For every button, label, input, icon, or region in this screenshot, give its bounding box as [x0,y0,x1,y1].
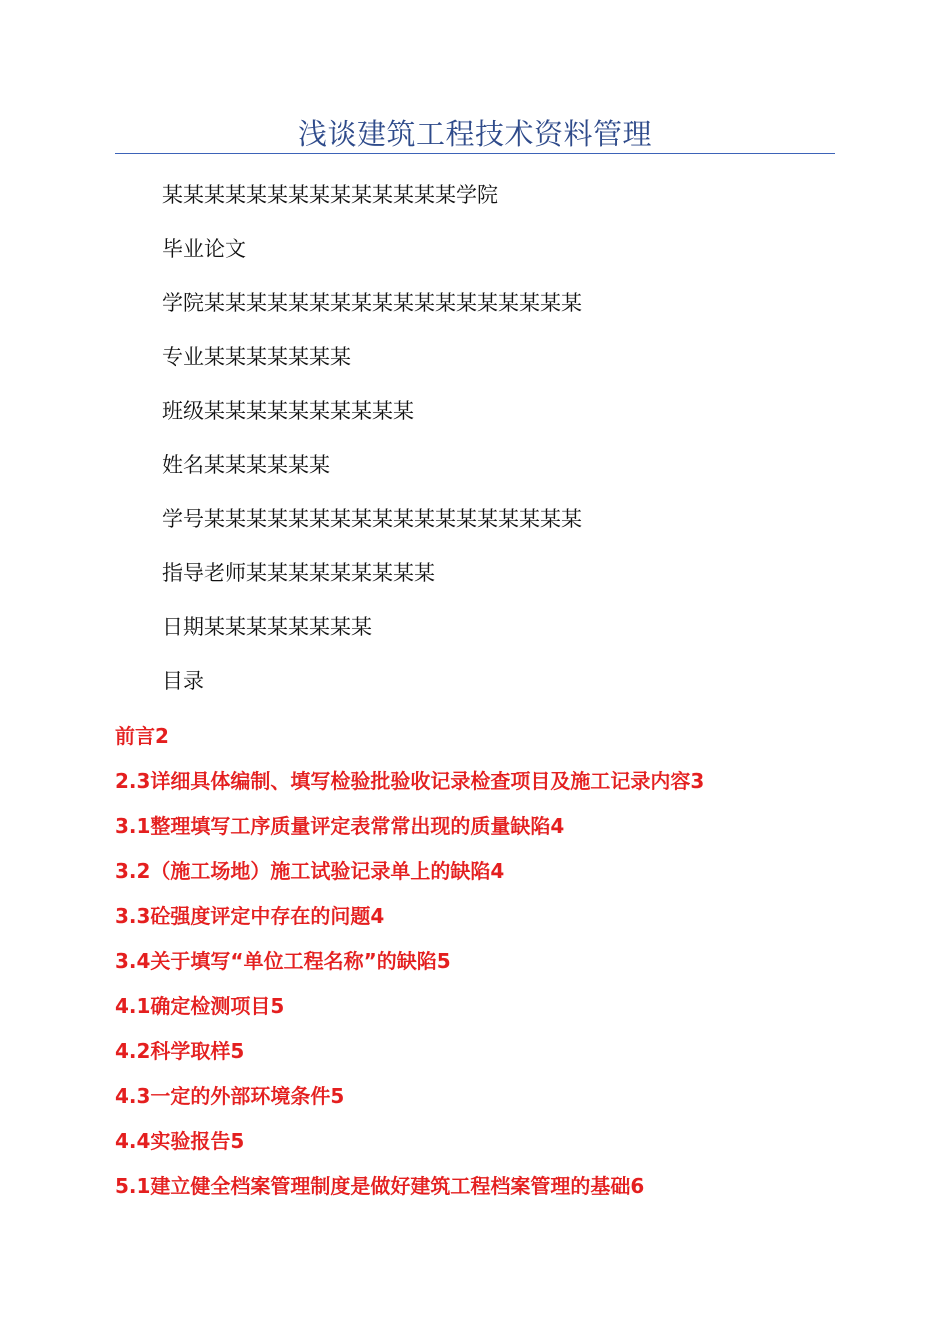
toc-entry[interactable]: 3.2（施工场地）施工试验记录单上的缺陷4 [115,859,505,883]
toc-heading: 目录 [162,669,204,693]
toc-entry[interactable]: 4.2科学取样5 [115,1039,245,1063]
cover-line-advisor: 指导老师某某某某某某某某某 [162,561,435,585]
toc-entry[interactable]: 4.1确定检测项目5 [115,994,285,1018]
cover-line-thesis: 毕业论文 [162,237,246,261]
cover-line-major: 专业某某某某某某某 [162,345,351,369]
cover-line-student-id: 学号某某某某某某某某某某某某某某某某某某 [162,507,582,531]
toc-entry[interactable]: 4.3一定的外部环境条件5 [115,1084,345,1108]
document-title: 浅谈建筑工程技术资料管理 [297,117,652,151]
cover-line-name: 姓名某某某某某某 [162,453,330,477]
toc-entry[interactable]: 3.3砼强度评定中存在的问题4 [115,904,385,928]
toc-entry[interactable]: 3.1整理填写工序质量评定表常常出现的质量缺陷4 [115,814,565,838]
toc-entry[interactable]: 2.3详细具体编制、填写检验批验收记录检查项目及施工记录内容3 [115,769,705,793]
toc-entry[interactable]: 3.4关于填写“单位工程名称”的缺陷5 [115,949,451,973]
toc-entry[interactable]: 4.4实验报告5 [115,1129,245,1153]
cover-line-college: 学院某某某某某某某某某某某某某某某某某某 [162,291,582,315]
cover-line-date: 日期某某某某某某某某 [162,615,372,639]
toc-entry[interactable]: 5.1建立健全档案管理制度是做好建筑工程档案管理的基础6 [115,1174,645,1198]
title-underline [115,153,835,154]
toc-entry[interactable]: 前言2 [115,724,169,748]
cover-line-class: 班级某某某某某某某某某某 [162,399,414,423]
cover-line-school: 某某某某某某某某某某某某某某学院 [162,183,498,207]
